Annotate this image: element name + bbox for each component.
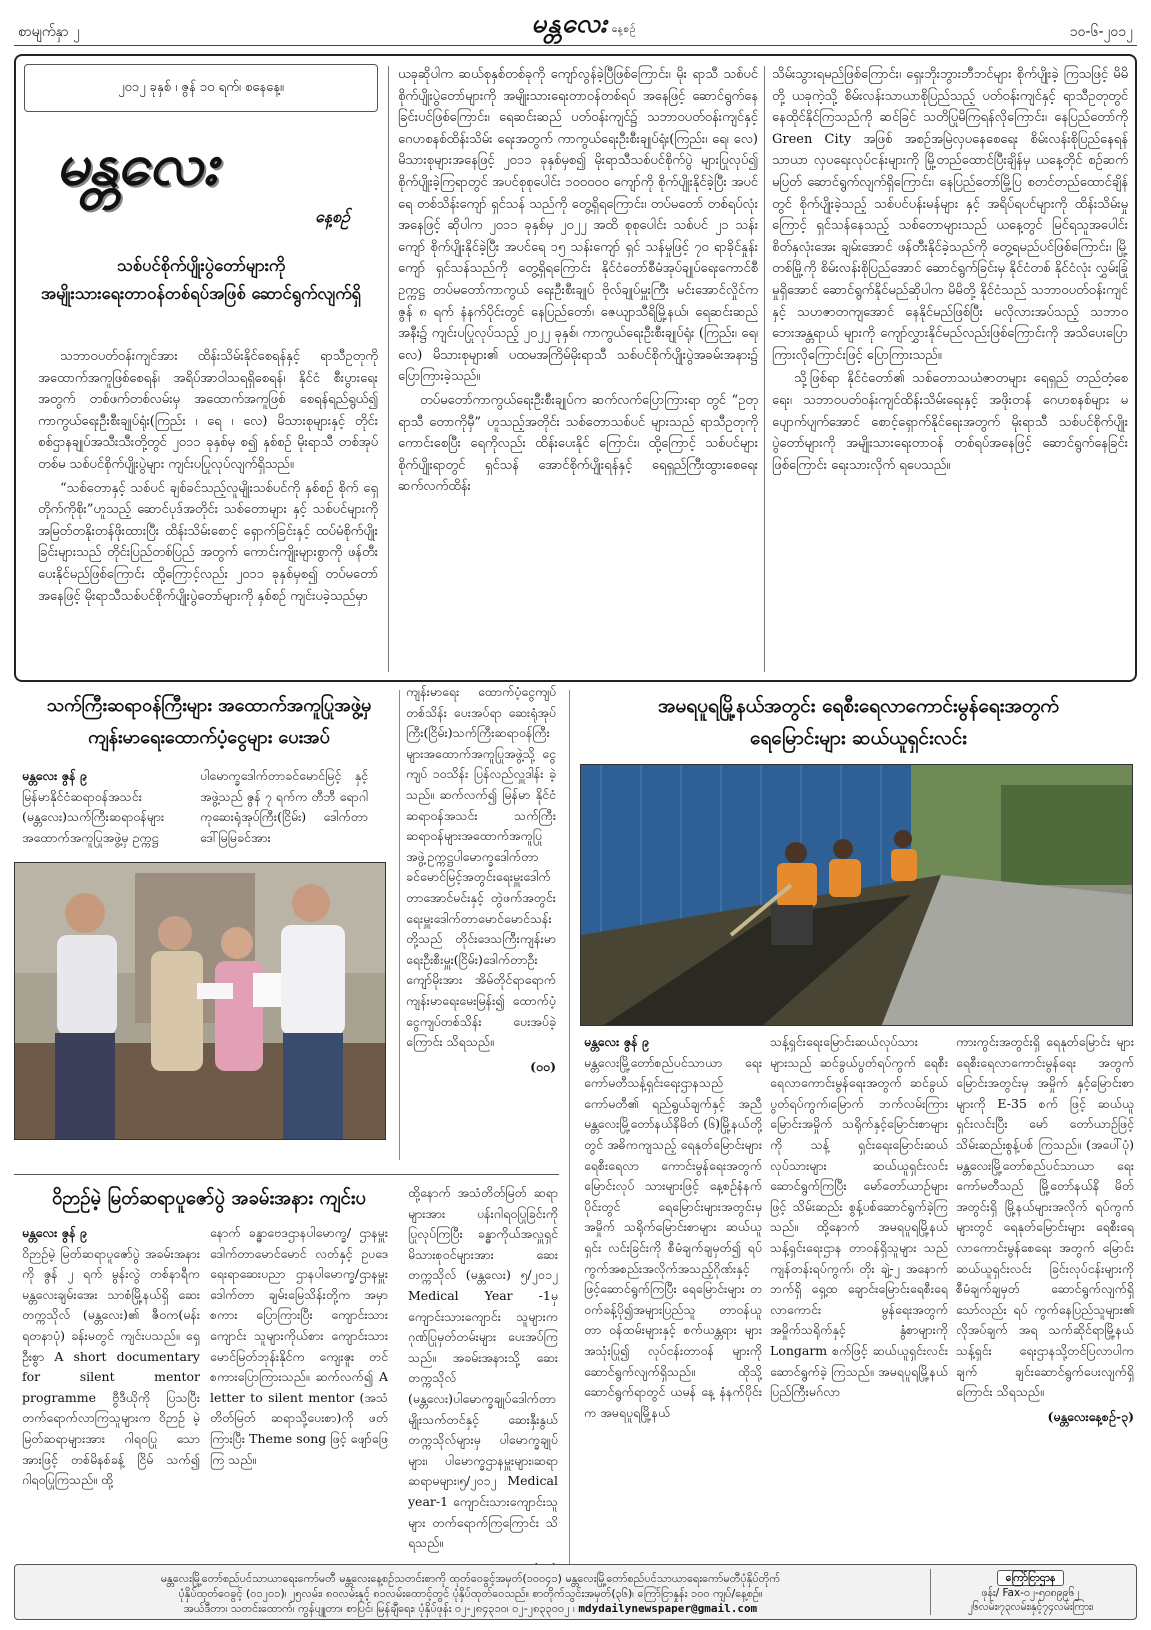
story-headline bbox=[14, 690, 404, 754]
story-credit: (မန္တလေးနေ့စဉ်-၃) bbox=[1047, 1408, 1134, 1424]
story-text: ဝိဉာဉ်မဲ့ မြတ်ဆရာပူဇော်ပွဲ အခမ်းအနားကို ဇွန် ၂ ရက် မွန်းလွဲ တစ်နာရီက မန္တလေးချမ်းအေး သာစံမြို့နယ်ရှိ ဆေးတက္ကသိုလ် (မန္တလေး)၏ ဇီဝက(မန်းရတနာပုံ) ခန်းမတွင် ကျင်းပသည်။ ရှေ့ဦးစွာ A short documentary for silent mentor programme ဗွီဒီယိုကို ပြသပြီး တက်ရောက်လာကြသူများက ဝိဉာဉ် မဲ့မြတ်ဆရာများအား ဂါရဝပြု သောအားဖြင့် တစ်မိနစ်ခန့် ငြိမ် သက်၍ ဂါရဝပြုကြသည်။ ထို့ bbox=[22, 1245, 200, 1488]
lead-paragraph: ယခုဆိုပါက ဆယ်စုနှစ်တစ်ခုကို ကျော်လွန်ခဲ့ပြီဖြစ်ကြောင်း၊ မိုး ရာသီ သစ်ပင်စိုက်ပျိုးပွဲတော်များကို အမျိုးသားရေးတာဝန်တစ်ရပ် အနေဖြင့် ဆောင်ရွက်နေခြင်းပင်ဖြစ်ကြောင်း၊ ရေဆင်းဆည် ပတ်ဝန်းကျင်၌ သဘာဝပတ်ဝန်းကျင်နှင့် ဂေဟစနစ်ထိန်းသိမ်း ရေးအတွက် ကာကွယ်ရေးဦးစီးချုပ်ရုံး(ကြည်း၊ ရေ၊ လေ) မိသားစုများအနေဖြင့် ၂၀၁၁ ခုနှစ်မှစ၍ မိုးရာသီသစ်ပင်စိုက်ပွဲ များပြုလုပ်၍ စိုက်ပျိုးခဲ့ကြရာတွင် အပင်စုစုပေါင်း ၁၀၀၀၀၀ ကျော်ကို စိုက်ပျိုးနိုင်ခဲ့ပြီး အပင်ရေ တစ်သိန်းကျော် ရှင်သန် သည်ကို တွေ့ရှိရကြောင်း၊ တပ်မတော် တစ်ရပ်လုံးအနေဖြင့် ဆိုပါက ၂၀၁၁ ခုနှစ်မှ ၂၀၂၂ အထိ စုစုပေါင်း သစ်ပင် ၂၁ သန်းကျော် စိုက်ပျိုးနိုင်ခဲ့ပြီး အပင်ရေ ၁၅ သန်းကျော် ရှင် သန်မှုဖြင့် ၇၀ ရာခိုင်နှုန်းကျော် ရှင်သန်သည်ကို တွေ့ရှိရကြောင်း နိုင်ငံတော်စီမံအုပ်ချုပ်ရေးကောင်စီဥက္ကဋ္ဌ တပ်မတော်ကာကွယ် ရေးဦးစီးချုပ် ဗိုလ်ချုပ်မှူးကြီး မင်းအောင်လှိုင်က ဇွန် ၈ ရက် နံနက်ပိုင်းတွင် နေပြည်တော်၊ ဇေယျာသီရိမြို့နယ်၊ ရေဆင်းဆည် အနီး၌ ကျင်းပပြုလုပ်သည့် ၂၀၂၂ ခုနှစ်၊ ကာကွယ်ရေးဦးစီးချုပ်ရုံး (ကြည်း၊ ရေ၊ လေ) မိသားစုများ၏ ပထမအကြိမ်မိုးရာသီ သစ်ပင်စိုက်ပျိုးပွဲအခမ်းအနား၌ ပြောကြားခဲ့သည်။ bbox=[398, 67, 758, 385]
story-headline-line-1: သက်ကြီးဆရာဝန်ကြီးများ အထောက်အကူပြုအဖွဲ့မှ bbox=[46, 695, 372, 716]
photo-image bbox=[15, 863, 386, 1140]
lead-paragraph: သို့ဖြစ်ရာ နိုင်ငံတော်၏ သစ်တောသယံဇာတများ ရေရှည် တည်တံ့စေရေး၊ သဘာဝပတ်ဝန်းကျင်ထိန်းသိမ်းရေးနှင့် အဖိုးတန် ဂေဟစနစ်များ မပျောက်ပျက်အောင် စောင့်ရှောက်နိုင်ရေးအတွက် မိုးရာသီ သစ်ပင်စိုက်ပျိုးပွဲတော်များကို အမျိုးသားရေးတာဝန် တစ်ရပ်အနေဖြင့် ဆောင်ရွက်နေခြင်းဖြစ်ကြောင်း ရေးသားလိုက် ရပေသည်။ bbox=[772, 371, 1128, 473]
story-text: ကားကွင်းအတွင်းရှိ ရေနုတ်မြောင်း များ ရေစီးရေလာကောင်းမွန်ရေး အတွက် မြောင်းအတွင်းမှ အမှိုက် နှင့်မြောင်းစာများကို E-35 စက် ဖြင့် ဆယ်ယူရှင်းလင်းပြီး မော် တော်ယာဉ်ဖြင့် သိမ်းဆည်းစွန့်ပစ် ကြသည်။ (အပေါ်ပုံ) မန္တလေးမြို့တော်စည်ပင်သာယာ ရေးကော်မတီသည် မြို့တော်နယ်နိ မိတ်အတွင်းရှိ မြို့နယ်များအလိုက် ရပ်ကွက်များတွင် ရေနုတ်မြောင်းများ ရေစီးရေလာကောင်းမွန်စေရေး အတွက် မြောင်းဆယ်ယူရှင်းလင်း ခြင်းလုပ်ငန်းများကို စီမံချက်ချမှတ် ဆောင်ရွက်လျက်ရှိသော်လည်း ရပ် ကွက်နေပြည်သူများ၏ လိုအပ်ချက် အရ သက်ဆိုင်ရာမြို့နယ်သန့်ရှင်း ရေးဌာနသို့တင်ပြလာပါက ချက် ချင်းဆောင်ရွက်ပေးလျက်ရှိကြောင်း သိရသည်။ bbox=[956, 1034, 1134, 1400]
story-text: ကျန်းမာရေး ထောက်ပံ့ငွေကျပ် တစ်သိန်း ပေးအပ်ရာ ဆေးရုံအုပ်ကြီး(ငြိမ်း)သက်ကြီးဆရာဝန်ကြီး များအထောက်အကူပြုအဖွဲ့သို့ ငွေကျပ် ၁၀သိန်း ပြန်လည်လှူဒါန်း ခဲ့သည်။ ဆက်လက်၍ မြန်မာ နိုင်ငံဆရာဝန်အသင်း သက်ကြီး ဆရာဝန်များအထောက်အကူပြု အဖွဲ့ဥက္ကဋ္ဌပါမောက္ခဒေါက်တာ ခင်မောင်မြင့်အတွင်းရေးမှူးဒေါက် တာအောင်မင်းနှင့် တွဲဖက်အတွင်း ရေးမှူးဒေါက်တာမောင်မောင်သန်း တို့သည် တိုင်းဒေသကြီးကျန်းမာ ရေးဦးစီးမှူး(ငြိမ်း)ဒေါက်တာဦး ကျော်မိုးအား အိမ်တိုင်ရာရောက် ကျန်းမာရေးမေးမြန်း၍ ထောက်ပံ့ ငွေကျပ်တစ်သိန်း ပေးအပ်ခဲ့ကြောင်း သိရသည်။ bbox=[406, 684, 556, 1050]
page-header bbox=[14, 6, 1137, 46]
advertising-contact-box bbox=[930, 1569, 1130, 1615]
story-column bbox=[956, 1032, 1134, 1592]
story-column bbox=[200, 766, 368, 856]
photo-drain-workers bbox=[580, 764, 1133, 1026]
story-health-donation bbox=[14, 684, 559, 1170]
advertising-phone: ဖုန်း/ Fax-၀၂-၅၀၈၉၉၆၂ bbox=[981, 1587, 1080, 1599]
contact-email: mdydailynewspaper@gmail.com bbox=[578, 1602, 758, 1615]
lead-column-1 bbox=[38, 346, 378, 676]
imprint-text bbox=[23, 1571, 918, 1616]
story-column bbox=[584, 1032, 762, 1592]
story-headline-line-2: ရေမြောင်းများ ဆယ်ယူရှင်းလင်း bbox=[750, 727, 967, 749]
column-divider bbox=[569, 690, 570, 1604]
page-number: စာမျက်နှာ ၂ bbox=[18, 24, 80, 40]
story-column bbox=[408, 1183, 558, 1593]
lead-column-3 bbox=[772, 64, 1128, 678]
photo-donation-ceremony bbox=[14, 862, 386, 1140]
column-divider bbox=[764, 66, 765, 672]
lead-column-2 bbox=[398, 64, 758, 678]
lead-story-section bbox=[14, 54, 1137, 682]
story-headline: ဝိဉာဉ်မဲ့ မြတ်ဆရာပူဇော်ပွဲ အခမ်းအနား ကျင်းပ bbox=[51, 1188, 367, 1209]
imprint-footer bbox=[14, 1564, 1137, 1620]
story-text: မန္တလေးမြို့တော်စည်ပင်သာယာ ရေးကော်မတီသန့်ရှင်းရေးဌာနသည် ကော်မတီ၏ ရည်ရွယ်ချက်နှင့် အညီ မန္တလေးမြို့တော်နယ်နိမိတ် (၆)မြို့နယ်တို့တွင် အဓိကကျသည့် ရေနုတ်မြောင်းများ ရေစီးရေလာ ကောင်းမွန်ရေးအတွက် မြောင်းလုပ် သားများဖြင့် နေ့စဉ်နံနက်ပိုင်းတွင် ရေမြောင်းများအတွင်းမှ အမှိုက် သရိုက်မြောင်းစာများ ဆယ်ယူရှင်း လင်းခြင်းကို စီမံချက်ချမှတ်၍ ရပ် ကွက်အစည်းအလိုက်အသည့်ဂိုဏ်းနှင့် ဖြင့်ဆောင်ရွက်ကြပြီး ရေမြောင်းများ တဝက်ခန့်ပို၍အများပြည်သူ တာဝန်ယူ တာ ဝန်ထမ်းများနှင့် စက်ယန္တရား များအသုံးပြု၍ လုပ်ငန်းတာဝန် များကို ဆောင်ရွက်လျက်ရှိသည်။ ထိုသို့ဆောင်ရွက်ရာတွင် ယမန် နေ့ နံနက်ပိုင်းက အမရပူရမြို့နယ် bbox=[584, 1054, 762, 1420]
lead-paragraph: သဘာဝပတ်ဝန်းကျင်အား ထိန်းသိမ်းနိုင်စေရန်နှင့် ရာသီဥတုကို အထောက်အကူဖြစ်စေရန်၊ အရိပ်အာဝါသရရှိစေရန်၊ နိုင်ငံ စီးပွားရေးအတွက် တစ်ဖက်တစ်လမ်းမှ အထောက်အကူဖြစ် စေရန်ရည်ရွယ်၍ ကာကွယ်ရေးဦးစီးချုပ်ရုံး(ကြည်း ၊ ရေ ၊ လေ) မိသားစုများနှင့် တိုင်းစစ်ဌာနချုပ်အသီးသီးတို့တွင် ၂၀၁၁ ခုနှစ်မှ စ၍ နှစ်စဉ် မိုးရာသီ တစ်အုပ်တစ်မ သစ်ပင်စိုက်ပျိုးပွဲများ ကျင်းပပြုလုပ်လျက်ရှိသည်။ bbox=[38, 349, 378, 472]
header-logo-text: မန္တလေး bbox=[531, 9, 608, 39]
lead-paragraph: တပ်မတော်ကာကွယ်ရေးဦးစီးချုပ်က ဆက်လက်ပြောကြားရာ တွင် “ဥတုရာသီ တောကိုမှီ” ဟူသည့်အတိုင်း သစ်တောသစ်ပင် များသည် ရာသီဥတုကိုကောင်းစေပြီး ရေကိုလည်း ထိန်းပေးနိုင် ကြောင်း၊ ထို့ကြောင့် သစ်ပင်များစိုက်ပျိုးရာတွင် ရှင်သန် အောင်စိုက်ပျိုးရန်နှင့် ရေရှည်ကြီးထွားစေရေး ဆက်လက်ထိန်း bbox=[398, 392, 758, 495]
story-text: သန့်ရှင်းရေးမြောင်းဆယ်လုပ်သား များသည် ဆင်ခွယ်ပွတ်ရပ်ကွက် ရေစီးရေလာကောင်းမွန်ရေးအတွက် ဆင်ခွယ်ပွတ်ရပ်ကွက်၊မြောက် ဘက်လမ်းကြား မြောင်းအမှိုက် သရိုက်နှင့်မြောင်းစာများကို သန့် ရှင်းရေးမြောင်းဆယ်လုပ်သားများ ဆယ်ယူရှင်းလင်းဆောင်ရွက်ကြပြီး မော်တော်ယာဉ်များဖြင့် သိမ်းဆည်း စွန့်ပစ်ဆောင်ရွက်ခဲ့ကြသည်။ ထို့နောက် အမရပူရမြို့နယ် သန့်ရှင်းရေးဌာန တာဝန်ရှိသူများ သည် ကျန်တန်းရပ်ကွက်၊ တိုး ချဲ့-၂ အနောက်ဘက်ရှိ ရှေ့ထ ချောင်းမြောင်းရေစီးရေလာကောင်း မွန်ရေးအတွက် အမှိုက်သရိုက်နှင့် နွံစာများကို Longarm စက်ဖြင့် ဆယ်ယူရှင်းလင်း ဆောင်ရွက်ခဲ့ ကြသည်။ အမရပူရမြို့နယ် ပြည်ကြီးမဂ်လာ bbox=[770, 1034, 948, 1400]
lead-paragraph: သိမ်းသွားရမည်ဖြစ်ကြောင်း၊ ရှေးဘိုးဘွားဘီဘင်များ စိုက်ပျိုးခဲ့ ကြသဖြင့် မိမိတို့ ယခုကဲ့သို့ စိမ်းလန်းသာယာစိုပြည်သည့် ပတ်ဝန်းကျင်နှင့် ရာသီဥတုတွင် နေထိုင်နိုင်ကြသည်ကို ဆင်ခြင် သတိပြုမိကြရန်လိုကြောင်း၊ နေပြည်တော်ကို Green City အဖြစ် အစဉ်အမြဲလှပနေစေရေး စိမ်းလန်းစိုပြည်နေရန် သာယာ လှပရေးလုပ်ငန်းများကို မြို့တည်ထောင်ပြီးချိန်မှ ယနေ့တိုင် စဉ်ဆက်မပြတ် ဆောင်ရွက်လျက်ရှိကြောင်း၊ နေပြည်တော်မြို့ပြ စတင်တည်ထောင်ချိန်တွင် စိုက်ပျိုးခဲ့သည့် သစ်ပင်ပန်းမန်များ နှင့် အရိပ်ရပင်များကို ထိန်းသိမ်းမှုကြောင့် ရှင်သန်နေသည့် သစ်တောများသည် ယနေ့တွင် မြင်ရသူအပေါင်း စိတ်နှလုံးအေး ချမ်းအောင် ဖန်တီးနိုင်ခဲ့သည်ကို တွေ့ရမည်ပင်ဖြစ်ကြောင်း၊ မြို့တစ်မြို့ကို စိမ်းလန်းစိုပြည်အောင် ဆောင်ရွက်ခြင်းမှ နိုင်ငံတစ် နိုင်ငံလုံး လွှမ်းခြုံမှုရှိအောင် ဆောင်ရွက်နိုင်မည်ဆိုပါက မိမိတို့ နိုင်ငံသည် သဘာဝပတ်ဝန်းကျင်နှင့် သဟဇာတကျအောင် နေနိုင်မည်ဖြစ်ပြီး မလိုလားအပ်သည့် သဘာဝဘေးအန္တရာယ် များကို ကျော်လွှားနိုင်မည်လည်းဖြစ်ကြောင်းကို အသိပေးပြော ကြားလိုကြောင်းဖြင့် ပြောကြားသည်။ bbox=[772, 67, 1128, 363]
masthead-title: မန္တလေး bbox=[56, 130, 217, 198]
column-divider bbox=[388, 66, 389, 672]
advertising-label: ကြော်ငြာဌာန bbox=[997, 1570, 1065, 1586]
imprint-line bbox=[23, 1601, 918, 1616]
story-text: မြန်မာနိုင်ငံဆရာဝန်အသင်း (မန္တလေး)သက်ကြီးဆရာဝန်များ အထောက်အကူပြုအဖွဲ့မှ ဥက္ကဋ္ဌ bbox=[22, 788, 165, 845]
story-text: နောက် ခန္ဓာဗေဒဌာနပါမောက္ခ/ ဌာနမှူး ဒေါက်တာမောင်မောင် လတ်နှင့် ဥပဒေရေးရာဆေးပညာ ဌာနပါမောက္ခ/ဌာနမှူး ဒေါက်တာ ချမ်းမြေသိန်းတို့က အမှာစကား ပြောကြားပြီး ကျောင်းသားကျောင်း သူများကိုယ်စား ကျောင်းသား မောင်မြတ်ဘုန်းနိုင်က ကျေးဇူး တင်စကားပြောကြားသည်။ ဆက်လက်၍ A letter to silent mentor (အသံတိတ်မြတ် ဆရာသို့ပေးစာ)ကို ဖတ်ကြားပြီး Theme song ဖြင့် ဖျော်ဖြေကြ သည်။ bbox=[210, 1225, 388, 1467]
dateline: မန္တလေး ဇွန် ၉ bbox=[584, 1034, 649, 1049]
story-headline-line-2: ကျန်းမာရေးထောက်ပံ့ငွေများ ပေးအပ် bbox=[88, 727, 330, 748]
story-headline-line-1: အမရပူရမြို့နယ်အတွင်း ရေစီးရေလာကောင်းမွန်ရေးအတွက် bbox=[657, 695, 1060, 717]
story-column bbox=[22, 766, 190, 856]
imprint-line: မန္တလေးမြို့တော်စည်ပင်သာယာရေးကော်မတီ မန္တလေးနေ့စဉ်သတင်းစာကို ထုတ်ဝေခွင့်အမှတ်(၁၀၀၄၁) မန္တလေးမြို့တော်စည်ပင်သာယာရေးကော်မတီပုံနှိပ်တိုက် bbox=[160, 1572, 781, 1585]
lead-headline bbox=[24, 252, 378, 308]
story-headline bbox=[580, 690, 1137, 754]
header-logo bbox=[504, 6, 664, 45]
date-box: ၂၀၁၂ ခုနှစ် ၊ ဇွန် ၁၀ ရက်၊ စနေနေ့။ bbox=[24, 64, 378, 112]
lead-paragraph: “သစ်တောနှင့် သစ်ပင် ချစ်ခင်သည့်လူမျိုးသစ်ပင်ကို နှစ်စဉ် စိုက် ရှေ့တိုက်ကိုစိုး”ဟူသည့် ဆောင်ပုဒ်အတိုင်း သစ်တောများ နှင့် သစ်ပင်များကို အမြတ်တနိုးတန်ဖိုးထားပြီး ထိန်းသိမ်းစောင့် ရှောက်ခြင်းနှင့် ထပ်မံစိုက်ပျိုးခြင်းများသည် တိုင်းပြည်တစ်ပြည် အတွက် ကောင်းကျိုးများစွာကို ဖန်တီးပေးနိုင်မည်ဖြစ်ကြောင်း ထို့ကြောင့်လည်း ၂၀၁၁ ခုနှစ်မှစ၍ တပ်မတော်အနေဖြင့် မိုးရာသီသစ်ပင်စိုက်ပျိုးပွဲတော်များကို နှစ်စဉ် ကျင်းပခဲ့သည်မှာ bbox=[38, 480, 378, 604]
story-credit: (ဝဝ) bbox=[530, 1058, 556, 1074]
lead-headline-line-1: သစ်ပင်စိုက်ပျိုးပွဲတော်များကို bbox=[116, 256, 286, 275]
story-silent-mentor bbox=[14, 1174, 559, 1604]
masthead-logo bbox=[56, 128, 356, 238]
dateline: မန္တလေး ဇွန် ၉ bbox=[22, 768, 87, 783]
column-divider bbox=[399, 690, 400, 1160]
story-column bbox=[210, 1223, 388, 1593]
story-column bbox=[406, 682, 556, 1152]
imprint-line: ပုံနှိပ်ထုတ်ဝေခွင့် (၀၁၂၀၁)၊ ၂၅လမ်း၊ ၈၀လမ်းနှင့် ၈၁လမ်းထောင့်တွင် ပုံနှိပ်ထုတ်ဝေသည်။ စာတိုက်သွင်းအမှတ်(၃၆)၊ ကြော်ငြာနှုန်း ၁၀၀ ကျပ်/နေ့စဉ်။ bbox=[178, 1587, 763, 1600]
story-text: ပါမောက္ခဒေါက်တာခင်မောင်မြင့် နှင့်အဖွဲ့သည် ဇွန် ၇ ရက်က တီဘီ ရောဂါကုဆေးရုံအုပ်ကြီး(ငြိမ်း) ဒေါက်တာ ဒေါ်မြမြခင်အား bbox=[200, 768, 368, 845]
masthead-subtitle: နေ့စဉ် bbox=[315, 207, 350, 226]
story-drain-cleaning bbox=[580, 690, 1137, 1604]
imprint-phones: အယ်ဒီတာ၊ သတင်းထောက်၊ ကွန်ပျူတာ၊ စာပြင်၊ မြန်ချီရေး၊ ပုံနှိပ်ဖုန်း ၀၂-၂၈၄၃၁၀၊ ၀၂-၂၈၃၃၀၀၂ ၊ bbox=[183, 1602, 575, 1615]
lead-headline-line-2: အမျိုးသားရေးတာဝန်တစ်ရပ်အဖြစ် ဆောင်ရွက်လျက်ရှိ bbox=[40, 284, 362, 303]
advertising-address: ၂၆လမ်း၊၇၃လမ်း၊နှင့်၇၄လမ်းကြား၊ bbox=[967, 1601, 1094, 1613]
story-text: ထို့နောက် အသံတိတ်မြတ် ဆရာများအား ပန်းဂါရဝပြုခြင်းကို ပြုလုပ်ကြပြီး ခန္ဓာကိုယ်အလှူရှင် မိသားစုဝင်များအား ဆေးတက္ကသိုလ် (မန္တလေး) ၅/၂၀၁၂ Medical Year -1မှ ကျောင်းသားကျောင်း သူများက ဂုဏ်ပြုမှတ်တမ်းများ ပေးအပ်ကြသည်။ အခမ်းအနားသို့ ဆေးတက္ကသိုလ် (မန္တလေး)ပါမောက္ခချုပ်ဒေါက်တာ မျိုးသက်တင်နှင့် ဆေးနှီးနွယ် တက္ကသိုလ်များမှ ပါမောက္ခချုပ် များ၊ ပါမောက္ခဌာနမှူးများ၊ဆရာ ဆရာမများ၊၅/၂၀၁၂ Medical year-1 ကျောင်းသားကျောင်းသူ များ တက်ရောက်ကြကြောင်း သိရသည်။ bbox=[408, 1185, 558, 1551]
header-logo-tag: နေ့စဉ် bbox=[611, 24, 637, 35]
issue-date: ၁၀-၆-၂၀၁၂ bbox=[1069, 24, 1133, 40]
story-column bbox=[22, 1223, 200, 1593]
story-column bbox=[770, 1032, 948, 1592]
photo-image bbox=[581, 765, 1133, 1026]
dateline: မန္တလေး ဇွန် ၉ bbox=[22, 1225, 87, 1240]
